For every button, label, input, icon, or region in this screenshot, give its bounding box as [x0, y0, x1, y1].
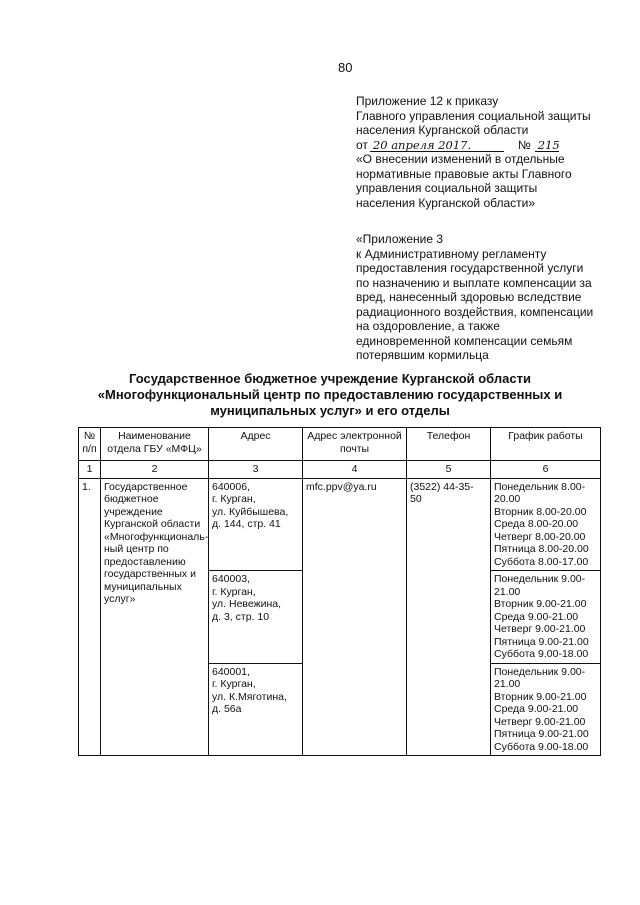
handwritten-number: 215	[535, 139, 559, 152]
phone-line: 50	[410, 493, 422, 505]
schedule-line: Суббота 9.00-18.00	[494, 648, 589, 660]
office-address	[209, 571, 303, 664]
address-line: ул. Куйбышева,	[212, 505, 289, 518]
address-line: д. 56а	[212, 703, 242, 715]
appendix-3-line: радиационного воздействия, компенсации	[356, 304, 594, 319]
schedule-line: Среда 8.00-20.00	[494, 518, 579, 530]
schedule-line: Пятница 8.00-20.00	[494, 543, 589, 555]
schedule-line: Среда 9.00-21.00	[494, 703, 579, 715]
column-number: 3	[209, 461, 303, 479]
address-line: г. Курган,	[212, 585, 256, 598]
address-line: ул. Невежина,	[212, 598, 282, 610]
phone-cell	[407, 478, 491, 756]
address-line: 640003,	[212, 573, 250, 585]
office-schedule	[491, 663, 601, 756]
schedule-line: Вторник 8.00-20.00	[494, 505, 587, 518]
table-row	[79, 478, 601, 571]
address-line: 640001,	[212, 665, 250, 678]
title-line: «Многофункциональный центр по предоставлению государственных и	[97, 387, 563, 402]
address-line: г. Курган,	[212, 493, 256, 505]
title-line: муниципальных услуг» и его отделы	[210, 403, 450, 418]
schedule-line: Четверг 9.00-21.00	[494, 715, 586, 728]
office-schedule	[491, 571, 601, 664]
column-number: 1	[79, 461, 101, 479]
address-line: г. Курган,	[212, 678, 256, 690]
address-line: ул. К.Мяготина,	[212, 690, 287, 703]
org-name-line: Государственное	[104, 480, 188, 493]
document-title	[80, 371, 580, 419]
header-num: № п/п	[79, 428, 101, 461]
header-address: Адрес	[209, 428, 303, 461]
org-name-line: услуг»	[104, 593, 136, 605]
schedule-line: Суббота 8.00-17.00	[494, 555, 589, 568]
appendix-3-line: к Административному регламенту	[356, 246, 547, 261]
appendix-12-header	[356, 94, 618, 210]
column-number: 6	[491, 461, 601, 479]
header-email: Адрес электронной почты	[303, 428, 407, 461]
appendix-12-title: Приложение 12 к приказу	[356, 94, 499, 108]
org-name-line: «Многофункциональ-	[104, 530, 209, 543]
address-line: д. 144, стр. 41	[212, 518, 281, 530]
appendix-12-line: населения Курганской области	[356, 123, 529, 137]
appendix-3-line: потерявшим кормильца	[356, 348, 489, 362]
schedule-line: Понедельник 8.00-	[494, 480, 586, 493]
schedule-line: Понедельник 9.00-	[494, 665, 586, 678]
appendix-3-header	[356, 232, 618, 363]
schedule-line: Четверг 8.00-20.00	[494, 530, 586, 543]
row-number: 1.	[79, 478, 101, 756]
appendix-12-line: Главного управления социальной защиты	[356, 108, 591, 123]
appendix-3-line: вред, нанесенный здоровью вследствие	[356, 290, 582, 304]
page-number: 80	[338, 60, 353, 75]
schedule-line: Четверг 9.00-21.00	[494, 623, 586, 635]
column-number: 5	[407, 461, 491, 479]
schedule-line: 21.00	[494, 585, 521, 598]
schedule-line: Среда 9.00-21.00	[494, 610, 579, 623]
schedule-line: Вторник 9.00-21.00	[494, 598, 587, 610]
organization-name	[101, 478, 209, 756]
appendix-12-line: управления социальной защиты	[356, 181, 538, 195]
appendix-12-line: «О внесении изменений в отдельные	[356, 152, 565, 166]
appendix-3-line: на оздоровление, а также	[356, 319, 500, 333]
offices-table	[78, 427, 601, 756]
org-name-line: бюджетное	[104, 493, 159, 505]
appendix-3-line: «Приложение 3	[356, 232, 444, 246]
org-name-line: Курганской области	[104, 518, 201, 530]
office-schedule	[491, 478, 601, 571]
order-date-number-line	[356, 138, 618, 153]
schedule-line: Вторник 9.00-21.00	[494, 690, 587, 703]
schedule-line: Суббота 9.00-18.00	[494, 740, 589, 753]
table-header-row	[79, 428, 601, 461]
org-name-line: государственных и	[104, 568, 196, 580]
org-name-line: муниципальных	[104, 580, 182, 593]
title-line: Государственное бюджетное учреждение Курганской области	[129, 371, 531, 386]
schedule-line: 21.00	[494, 678, 521, 690]
date-prefix: от	[356, 137, 368, 152]
address-line: д. 3, стр. 10	[212, 610, 270, 623]
number-label: №	[517, 137, 531, 152]
org-name-line: ный центр по	[104, 543, 169, 555]
appendix-3-line: по назначению и выплате компенсации за	[356, 275, 592, 290]
header-phone: Телефон	[407, 428, 491, 461]
header-schedule: График работы	[491, 428, 601, 461]
schedule-line: Пятница 9.00-21.00	[494, 728, 589, 740]
header-name: Наименование отдела ГБУ «МФЦ»	[101, 428, 209, 461]
org-name-line: предоставлению	[104, 555, 186, 568]
office-address	[209, 478, 303, 571]
handwritten-date: 20 апреля 2017.	[370, 139, 504, 152]
schedule-line: Пятница 9.00-21.00	[494, 635, 589, 648]
schedule-line: Понедельник 9.00-	[494, 573, 586, 585]
appendix-3-line: единовременной компенсации семьям	[356, 333, 573, 348]
schedule-line: 20.00	[494, 493, 521, 505]
column-number: 2	[101, 461, 209, 479]
appendix-12-line: нормативные правовые акты Главного	[356, 166, 572, 181]
org-name-line: учреждение	[104, 505, 163, 518]
appendix-3-line: предоставления государственной услуги	[356, 261, 584, 275]
office-address	[209, 663, 303, 756]
address-line: 640006,	[212, 480, 250, 493]
column-number: 4	[303, 461, 407, 479]
appendix-12-line: населения Курганской области»	[356, 195, 536, 210]
column-number-row	[79, 461, 601, 479]
email-cell: mfc.ppv@ya.ru	[303, 478, 407, 756]
phone-line: (3522) 44-35-	[410, 480, 474, 493]
